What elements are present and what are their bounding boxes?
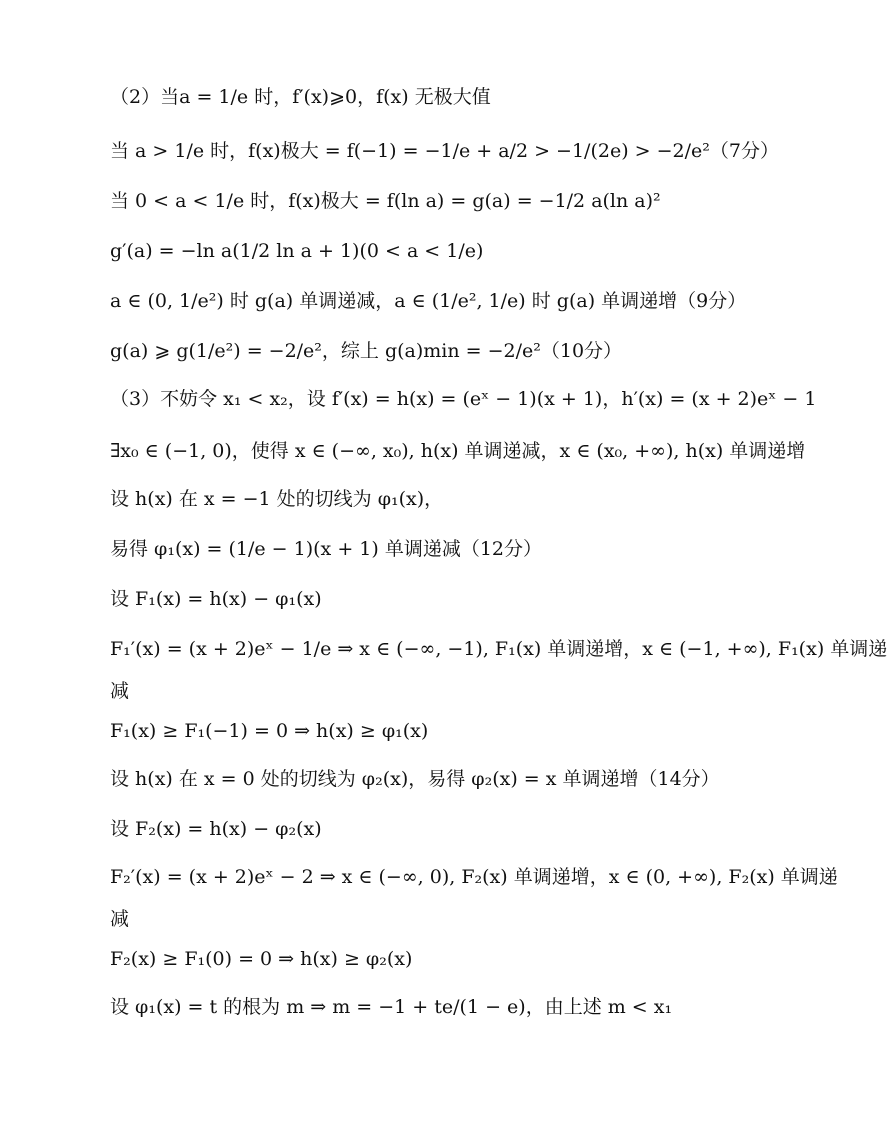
line-13: 减 <box>110 680 130 702</box>
line-1: （2）当a = 1/e 时，f′(x)⩾0，f(x) 无极大值 <box>110 86 491 108</box>
line-17: F₂′(x) = (x + 2)eˣ − 2 ⇒ x ∈ (−∞, 0), F₂(x) 单调递增，x ∈ (0, +∞), F₂(x) 单调递 <box>110 866 838 888</box>
line-5: a ∈ (0, 1/e²) 时 g(a) 单调递减，a ∈ (1/e², 1/e) 时 g(a) 单调递增（9分） <box>110 290 747 312</box>
line-9: 设 h(x) 在 x = −1 处的切线为 φ₁(x)， <box>110 488 444 510</box>
line-6: g(a) ⩾ g(1/e²) = −2/e²，综上 g(a)min = −2/e²（10分） <box>110 340 623 362</box>
line-12: F₁′(x) = (x + 2)eˣ − 1/e ⇒ x ∈ (−∞, −1), F₁(x) 单调递增，x ∈ (−1, +∞), F₁(x) 单调递 <box>110 638 887 660</box>
line-7: （3）不妨令 x₁ < x₂，设 f′(x) = h(x) = (eˣ − 1)(x + 1)，h′(x) = (x + 2)eˣ − 1 <box>110 388 817 410</box>
line-10: 易得 φ₁(x) = (1/e − 1)(x + 1) 单调递减（12分） <box>110 538 542 560</box>
line-19: F₂(x) ≥ F₁(0) = 0 ⇒ h(x) ≥ φ₂(x) <box>110 948 413 970</box>
line-14: F₁(x) ≥ F₁(−1) = 0 ⇒ h(x) ≥ φ₁(x) <box>110 720 429 742</box>
line-4: g′(a) = −ln a(1/2 ln a + 1)(0 < a < 1/e) <box>110 240 484 262</box>
line-8: ∃x₀ ∈ (−1, 0)，使得 x ∈ (−∞, x₀), h(x) 单调递减，x ∈ (x₀, +∞), h(x) 单调递增 <box>110 440 806 462</box>
line-16: 设 F₂(x) = h(x) − φ₂(x) <box>110 818 322 840</box>
line-15: 设 h(x) 在 x = 0 处的切线为 φ₂(x)，易得 φ₂(x) = x 单调递增（14分） <box>110 768 720 790</box>
line-20: 设 φ₁(x) = t 的根为 m ⇒ m = −1 + te/(1 − e)，由上述 m < x₁ <box>110 996 673 1018</box>
line-11: 设 F₁(x) = h(x) − φ₁(x) <box>110 588 322 610</box>
line-2: 当 a > 1/e 时，f(x)极大 = f(−1) = −1/e + a/2 > −1/(2e) > −2/e²（7分） <box>110 140 779 162</box>
line-3: 当 0 < a < 1/e 时，f(x)极大 = f(ln a) = g(a) = −1/2 a(ln a)² <box>110 190 661 212</box>
line-18: 减 <box>110 908 130 930</box>
